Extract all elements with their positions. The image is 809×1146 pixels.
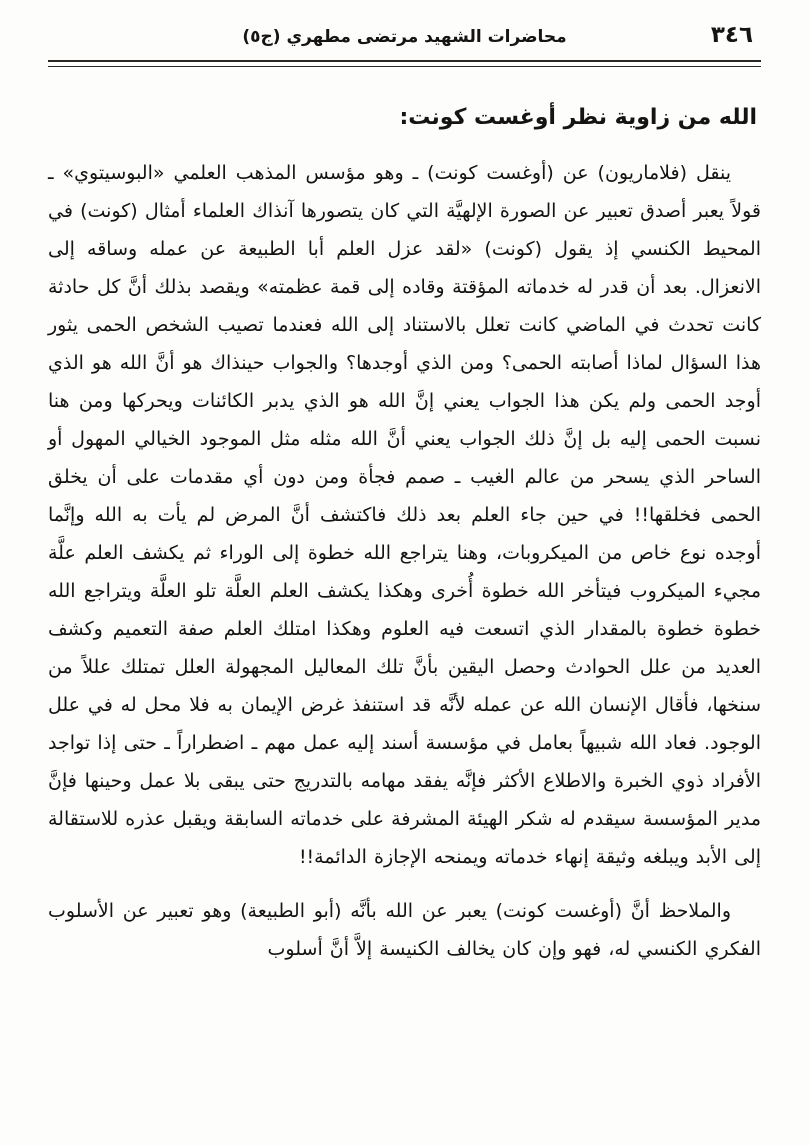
page-header <box>48 20 761 56</box>
header-title: محاضرات الشهيد مرتضى مطهري (ج٥) <box>242 27 567 47</box>
paragraph: ينقل (فلاماريون) عن (أوغست كونت) ـ وهو مؤسس المذهب العلمي «البوسيتوي» ـ قولاً يعبر أصدق تعبير عن الصورة الإلهيَّة التي كان يتصورها آنذاك العلماء أمثال (كونت) في المحيط الكنسي إذ يقول (كونت) «لقد عزل العلم أبا الطبيعة عن عمله وساقه إلى الانعزال. بعد أن قدر له خدماته المؤقتة وقاده إلى قمة عظمته» ويقصد بذلك أنَّ كل حادثة كانت تحدث في الماضي كانت تعلل بالاستناد إلى الله فعندما تصيب الشخص الحمى يثور هذا السؤال لماذا أصابته الحمى؟ ومن الذي أوجدها؟ والجواب حينذاك هو أنَّ الله هو الذي أوجد الحمى ولم يكن هذا الجواب يعني إنَّ الله هو الذي يدبر الكائنات ويحركها ومن هنا نسبت الحمى إليه بل إنَّ ذلك الجواب يعني أنَّ الله مثله مثل الموجود الخيالي المهول أو الساحر الذي يسحر من عالم الغيب ـ صمم فجأة ومن دون أي مقدمات على أن يخلق الحمى فخلقها!! في حين جاء العلم بعد ذلك فاكتشف أنَّ المرض لم يأت به الله وإنَّما أوجده نوع خاص من الميكروبات، وهنا يتراجع الله خطوة إلى الوراء ثم يكشف العلم علَّة مجيء الميكروب فيتأخر الله خطوة أُخرى وهكذا يكشف العلم العلَّة تلو العلَّة ويتراجع الله خطوة خطوة بالمقدار الذي اتسعت فيه العلوم وهكذا امتلك العلم صفة التعميم وكشف العديد من علل الحوادث وحصل اليقين بأنَّ تلك المعاليل المجهولة العلل تمتلك عللاً من سنخها، فأقال الإنسان الله عن عمله لأنَّه قد استنفذ غرض الإيمان به فلا محل له في علل الوجود. فعاد الله شبيهاً بعامل في مؤسسة أسند إليه عمل مهم ـ اضطراراً ـ حتى إذا تواجد الأفراد ذوي الخبرة والاطلاع الأكثر فإنَّه يفقد مهامه بالتدريج حتى يبقى بلا عمل وحينها فإنَّ مدير المؤسسة سيقدم له شكر الهيئة المشرفة على خدماته السابقة ويقبل عذره للاستقالة إلى الأبد ويبلغه وثيقة إنهاء خدماته ويمنحه الإجازة الدائمة!! <box>48 162 761 868</box>
page-number: ٣٤٦ <box>710 22 753 48</box>
body-text <box>48 154 761 968</box>
section-heading: الله من زاوية نظر أوغست كونت: <box>399 105 757 130</box>
paragraph: والملاحظ أنَّ (أوغست كونت) يعبر عن الله بأنَّه (أبو الطبيعة) وهو تعبير عن الأسلوب الفكري الكنسي له، فهو وإن كان يخالف الكنيسة إلاَّ أنَّ أسلوب <box>48 900 761 960</box>
page-body <box>48 105 761 968</box>
header-divider <box>48 60 761 67</box>
